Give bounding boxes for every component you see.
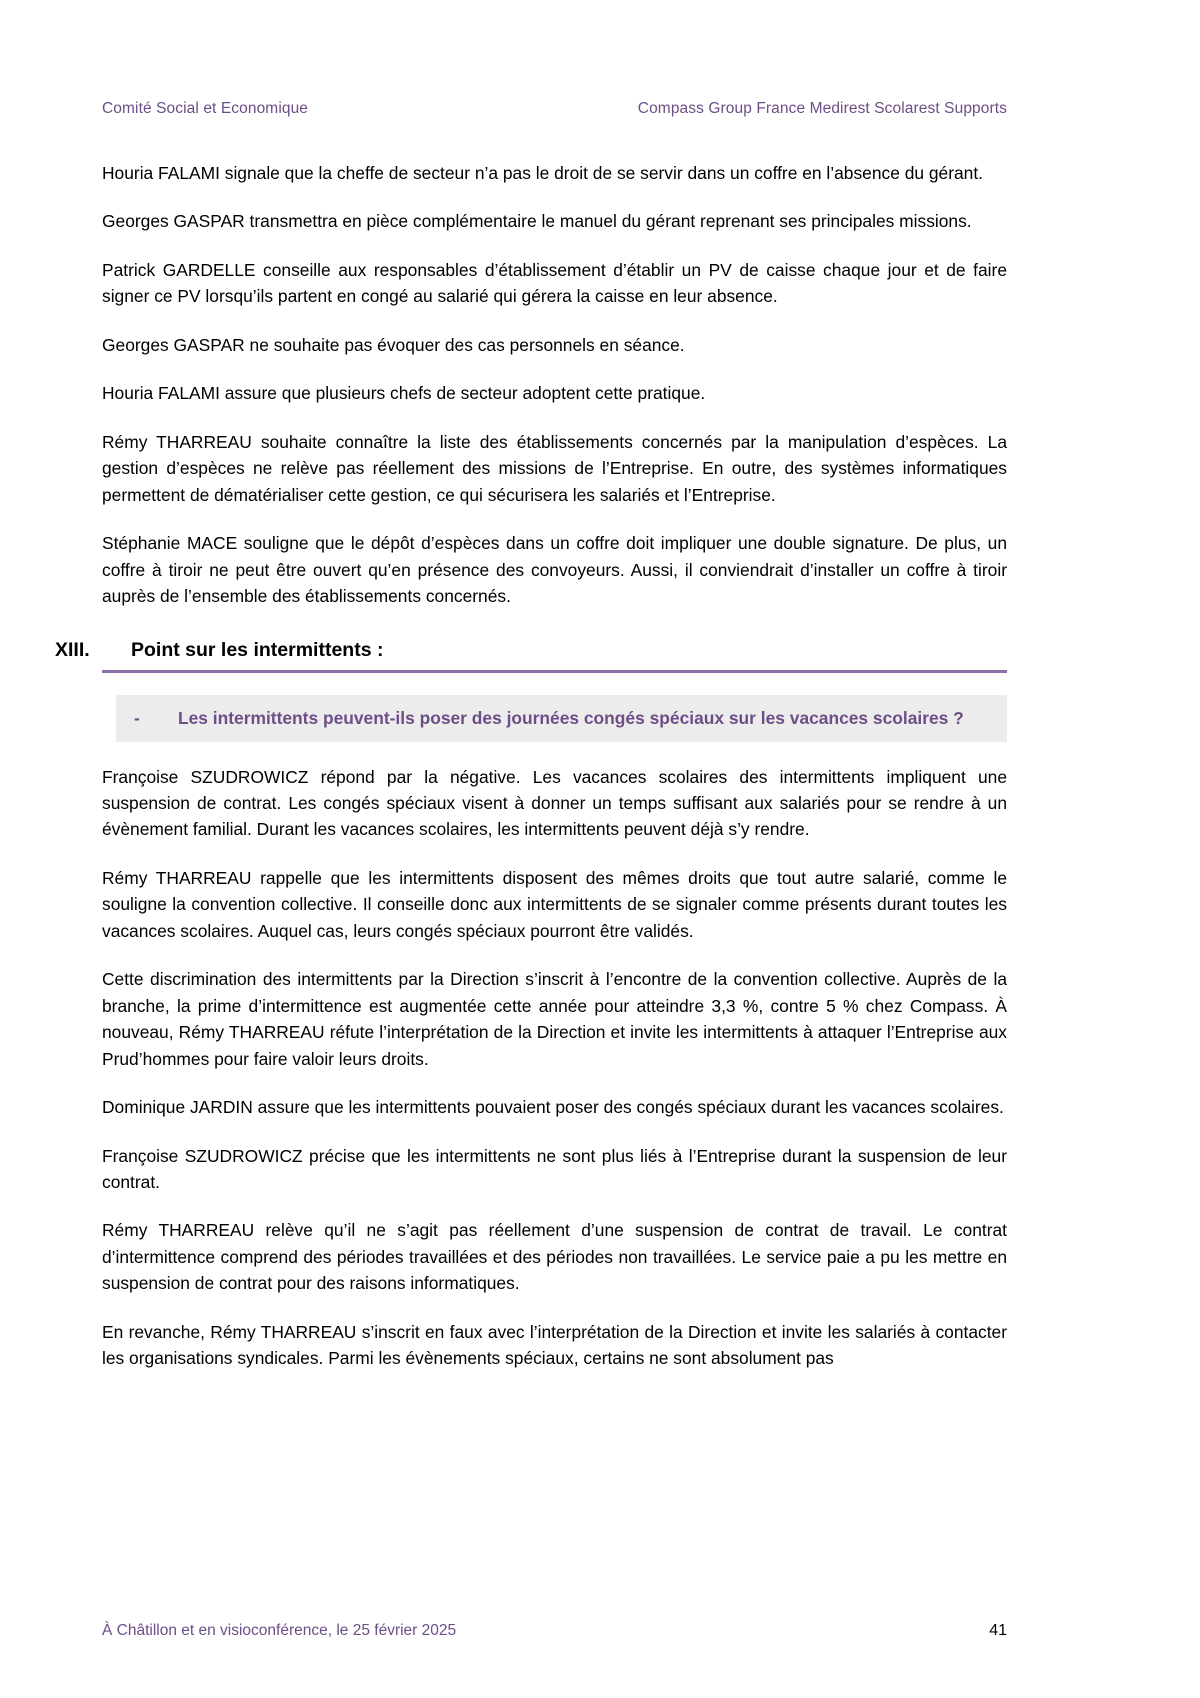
section-heading [55,639,1007,662]
highlighted-question [116,695,1007,741]
document-body [55,160,1007,1372]
header-right-title: Compass Group France Medirest Scolarest Supports [637,100,1007,117]
paragraph: Patrick GARDELLE conseille aux responsables d’établissement d’établir un PV de caisse chaque jour et de faire signer ce PV lorsqu’ils partent en congé au salarié qui gérera la caisse en leur absence. [102,259,1007,307]
paragraph: Cette discrimination des intermittents par la Direction s’inscrit à l’encontre de la convention collective. Auprès de la branche, la prime d’intermittence est augmentée cette année pour atteindre 3,3 %, contre 5 % chez Compass. À nouveau, Rémy THARREAU réfute l’interprétation de la Direction et invite les intermittents à attaquer l’Entreprise aux Prud’hommes pour faire valoir leurs droits. [102,969,1007,1069]
paragraph: Rémy THARREAU relève qu’il ne s’agit pas réellement d’une suspension de contrat de travail. Le contrat d’intermittence comprend des périodes travaillées et des périodes non travaillées. Le service paie a pu les mettre en suspension de contrat pour des raisons informatiques. [102,1220,1007,1294]
paragraph: Houria FALAMI assure que plusieurs chefs de secteur adoptent cette pratique. [102,383,706,404]
paragraph: Françoise SZUDROWICZ précise que les intermittents ne sont plus liés à l’Entreprise durant la suspension de leur contrat. [102,1145,1007,1192]
question-text: Les intermittents peuvent-ils poser des journées congés spéciaux sur les vacances scolaires ? [178,708,964,729]
footer-page-number: 41 [989,1622,1007,1639]
section-title: Point sur les intermittents : [131,639,384,662]
document-header [102,100,1007,118]
paragraph: Françoise SZUDROWICZ répond par la négative. Les vacances scolaires des intermittents impliquent une suspension de contrat. Les congés spéciaux visent à donner un temps suffisant aux salariés pour se rendre à un évènement familial. Durant les vacances scolaires, les intermittents peuvent déjà s’y rendre. [102,766,1007,840]
paragraph: Rémy THARREAU souhaite connaître la liste des établissements concernés par la manipulation d’espèces. La gestion d’espèces ne relève pas réellement des missions de l’Entreprise. En outre, des systèmes informatiques permettent de dématérialiser cette gestion, ce qui sécurisera les salariés et l’Entreprise. [102,431,1007,505]
footer-location-date: À Châtillon et en visioconférence, le 25 février 2025 [102,1622,457,1639]
section-number: XIII. [55,639,90,662]
document-footer [102,1622,1007,1640]
paragraph: Houria FALAMI signale que la cheffe de secteur n’a pas le droit de se servir dans un coffre en l’absence du gérant. [102,163,984,183]
paragraph: En revanche, Rémy THARREAU s’inscrit en faux avec l’interprétation de la Direction et invite les salariés à contacter les organisations syndicales. Parmi les évènements spéciaux, certains ne sont absolument pas [102,1321,1007,1369]
header-left-title: Comité Social et Economique [102,100,309,117]
paragraph: Georges GASPAR transmettra en pièce complémentaire le manuel du gérant reprenant ses principales missions. [102,211,972,232]
question-bullet: - [134,708,140,729]
paragraph: Georges GASPAR ne souhaite pas évoquer des cas personnels en séance. [102,334,685,355]
paragraph: Dominique JARDIN assure que les intermittents pouvaient poser des congés spéciaux durant les vacances scolaires. [102,1097,1004,1118]
paragraph: Rémy THARREAU rappelle que les intermittents disposent des mêmes droits que tout autre salarié, comme le souligne la convention collective. Il conseille donc aux intermittents de se signaler comme présents durant toutes les vacances scolaires. Auquel cas, leurs congés spéciaux pourront être validés. [102,867,1007,941]
section-divider [102,670,1007,673]
paragraph: Stéphanie MACE souligne que le dépôt d’espèces dans un coffre doit impliquer une double signature. De plus, un coffre à tiroir ne peut être ouvert qu’en présence des convoyeurs. Aussi, il conviendrait d’installer un coffre à tiroir auprès de l’ensemble des établissements concernés. [102,533,1007,606]
